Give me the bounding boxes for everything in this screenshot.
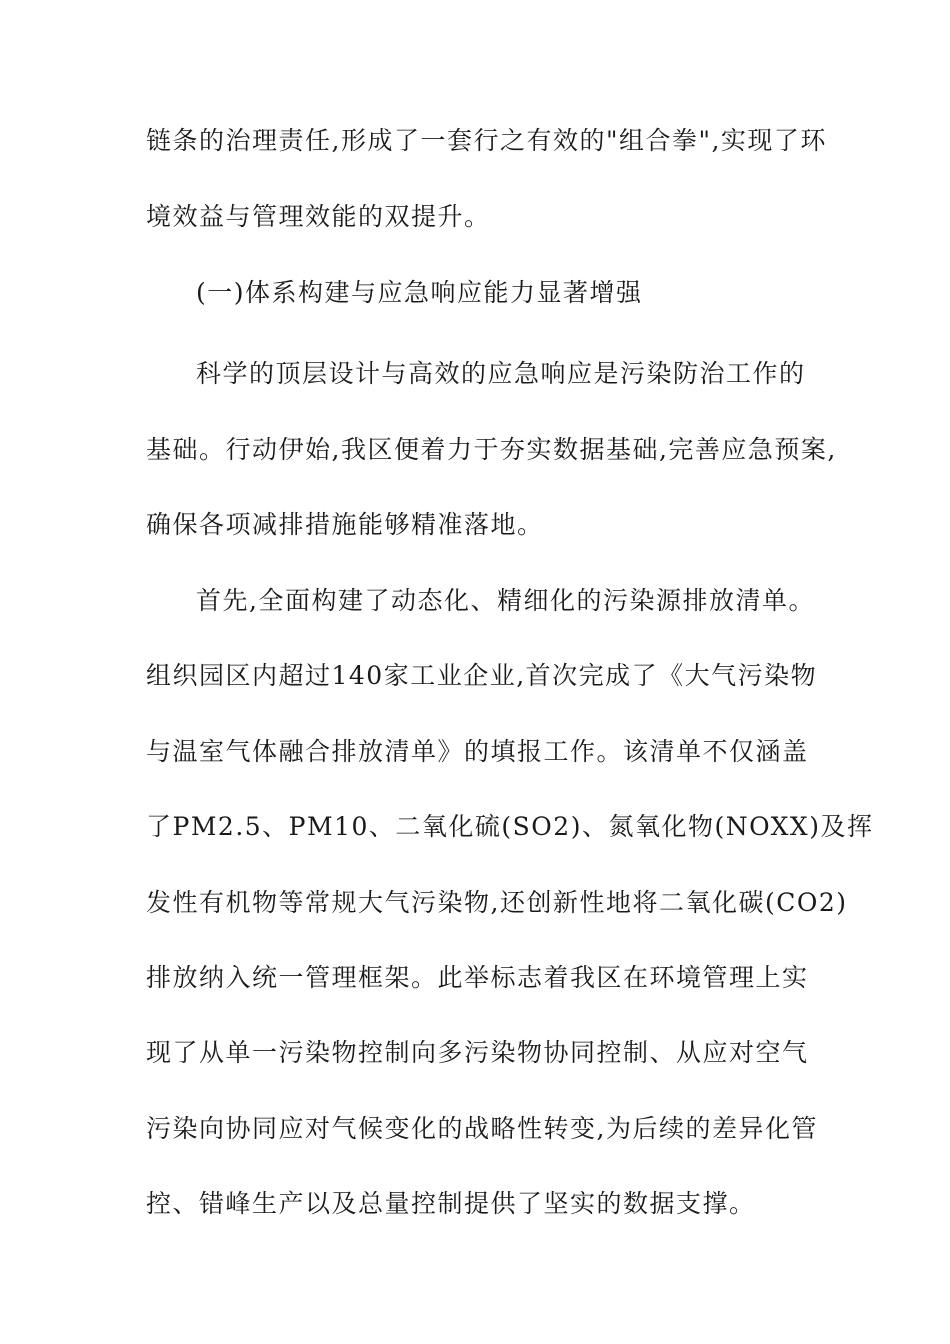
- paragraph-line-2: 境效益与管理效能的双提升。: [146, 202, 491, 231]
- section-heading: (一)体系构建与应急响应能力显著增强: [196, 278, 643, 307]
- paragraph-line-15: 控、错峰生产以及总量控制提供了坚实的数据支撑。: [146, 1189, 756, 1218]
- paragraph-line-13: 现了从单一污染物控制向多污染物协同控制、从应对空气: [146, 1038, 809, 1067]
- paragraph-line-12: 排放纳入统一管理框架。此举标志着我区在环境管理上实: [146, 963, 809, 992]
- paragraph-line-4: 科学的顶层设计与高效的应急响应是污染防治工作的: [196, 359, 806, 388]
- paragraph-line-6: 确保各项减排措施能够精准落地。: [146, 510, 544, 539]
- paragraph-line-10: 了PM2.5、PM10、二氧化硫(SO2)、氮氧化物(NOXX)及挥: [146, 812, 874, 841]
- paragraph-line-7: 首先,全面构建了动态化、精细化的污染源排放清单。: [196, 586, 815, 615]
- paragraph-line-8: 组织园区内超过140家工业企业,首次完成了《大气污染物: [146, 661, 818, 690]
- paragraph-line-1: 链条的治理责任,形成了一套行之有效的"组合拳",实现了环: [146, 126, 827, 155]
- paragraph-line-14: 污染向协同应对气候变化的战略性转变,为后续的差异化管: [146, 1114, 818, 1143]
- paragraph-line-11: 发性有机物等常规大气污染物,还创新性地将二氧化碳(CO2): [146, 888, 848, 917]
- paragraph-line-9: 与温室气体融合排放清单》的填报工作。该清单不仅涵盖: [146, 737, 809, 766]
- paragraph-line-5: 基础。行动伊始,我区便着力于夯实数据基础,完善应急预案,: [146, 435, 837, 464]
